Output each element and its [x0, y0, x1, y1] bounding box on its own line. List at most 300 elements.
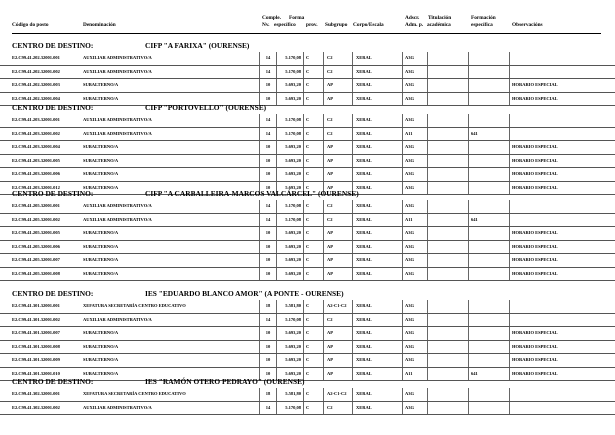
cell-border: [402, 402, 403, 415]
cell-border: [468, 268, 469, 281]
cell-border: [303, 314, 304, 327]
position-code: E2.C99.41.205.32001.008: [12, 270, 60, 276]
header-denominacion: Denominación: [83, 22, 116, 28]
position-observations: HORARIO ESPECIAL: [512, 330, 558, 335]
cell-border: [323, 79, 324, 92]
position-qualification: [430, 79, 466, 92]
table-row: [0, 354, 615, 368]
cell-border: [402, 114, 403, 127]
cell-border: [276, 327, 277, 340]
position-observations: HORARIO ESPECIAL: [512, 243, 558, 249]
cell-border: [323, 388, 324, 401]
cell-border: [323, 354, 324, 367]
cell-border: [352, 388, 353, 401]
position-assignment: A3G: [405, 171, 414, 176]
position-complement: 5.693,20: [285, 257, 301, 262]
cell-border: [276, 79, 277, 92]
cell-border: [468, 214, 469, 227]
position-training: [471, 66, 505, 79]
cell-border: [427, 79, 428, 92]
position-level: 10: [265, 230, 271, 235]
table-row: [0, 214, 615, 228]
position-level: 14: [265, 117, 271, 122]
position-corps: XERAL: [356, 144, 372, 149]
section-centre-name: IES "EDUARDO BLANCO AMOR" (A PONTE - OURENSE): [145, 289, 344, 298]
position-level: 10: [265, 95, 271, 101]
position-corps: XERAL: [356, 343, 372, 349]
position-denomination: SUBALTERNO/A: [83, 370, 119, 376]
cell-border: [427, 241, 428, 254]
cell-border: [402, 227, 403, 240]
cell-border: [427, 327, 428, 340]
position-complement: 5.693,20: [285, 230, 301, 235]
position-training: [471, 227, 505, 240]
position-subgroup: C2: [327, 203, 333, 208]
cell-border: [402, 300, 403, 313]
position-subgroup: C2: [327, 55, 333, 60]
cell-border: [352, 402, 353, 415]
position-denomination: XEFATURA SECRETARÍA CENTRO EDUCATIVO: [83, 391, 186, 396]
position-complement: 5.170,08: [285, 117, 301, 122]
position-code: E2.C99.41.202.32001.001: [12, 55, 60, 60]
position-complement: 5.693,20: [285, 370, 301, 376]
position-denomination: SUBALTERNO/A: [83, 184, 119, 190]
position-corps: XERAL: [356, 68, 372, 74]
position-training: [471, 52, 505, 65]
cell-border: [303, 254, 304, 267]
position-training: [471, 341, 505, 354]
position-qualification: [430, 327, 466, 340]
section-label: CENTRO DE DESTINO:: [12, 41, 94, 50]
position-subgroup: AP: [327, 171, 333, 176]
position-training: [471, 300, 505, 313]
cell-border: [402, 79, 403, 92]
table-row: [0, 128, 615, 142]
header-titulacion-top: Titulación: [428, 15, 452, 21]
cell-border: [352, 354, 353, 367]
cell-border: [323, 168, 324, 181]
cell-border: [303, 402, 304, 415]
cell-border: [323, 214, 324, 227]
section-rows: [0, 388, 615, 415]
cell-border: [509, 254, 510, 267]
position-subgroup: AP: [327, 82, 333, 87]
cell-border: [303, 141, 304, 154]
position-code: E2.C99.41.301.32001.002: [12, 316, 60, 322]
position-corps: XERAL: [356, 130, 372, 136]
cell-border: [352, 114, 353, 127]
position-level: 18: [265, 303, 271, 308]
position-corps: XERAL: [356, 370, 372, 376]
position-assignment: A3G: [405, 357, 414, 362]
cell-border: [402, 214, 403, 227]
section-centre-name: IES "RAMÓN OTERO PEDRAYO" (OURENSE): [145, 377, 305, 386]
position-qualification: [430, 52, 466, 65]
table-row: [0, 79, 615, 93]
table-row: [0, 402, 615, 416]
position-denomination: SUBALTERNO/A: [83, 257, 119, 262]
position-assignment: A3G: [405, 68, 414, 74]
cell-border: [402, 254, 403, 267]
header-formacion-top: Formación: [471, 15, 496, 21]
table-row: [0, 141, 615, 155]
position-level: 10: [265, 370, 271, 376]
section-label: CENTRO DE DESTINO:: [12, 377, 94, 386]
cell-border: [303, 66, 304, 79]
position-complement: 5.693,20: [285, 171, 301, 176]
position-complement: 5.581,80: [285, 391, 301, 396]
cell-border: [276, 314, 277, 327]
position-subgroup: C2: [327, 404, 333, 410]
cell-border: [427, 300, 428, 313]
cell-border: [468, 168, 469, 181]
section-centre-name: CIFP "PORTOVELLO" (OURENSE): [145, 103, 267, 112]
position-observations: [512, 128, 602, 141]
position-denomination: AUXILIAR ADMINISTRATIVO/A: [83, 216, 152, 222]
position-level: 10: [265, 157, 271, 163]
position-qualification: [430, 388, 466, 401]
position-level: 14: [265, 68, 271, 74]
section-label: CENTRO DE DESTINO:: [12, 289, 94, 298]
cell-border: [427, 254, 428, 267]
cell-border: [323, 241, 324, 254]
cell-border: [276, 66, 277, 79]
position-provision: C: [306, 316, 310, 322]
position-provision: C: [306, 157, 310, 163]
cell-border: [323, 341, 324, 354]
cell-border: [402, 327, 403, 340]
cell-border: [468, 79, 469, 92]
cell-border: [259, 200, 260, 213]
position-denomination: SUBALTERNO/A: [83, 357, 119, 362]
section-title: [0, 41, 615, 51]
position-complement: 5.693,20: [285, 157, 301, 163]
cell-border: [303, 300, 304, 313]
position-assignment: A3G: [405, 316, 414, 322]
position-code: E2.C99.41.301.32001.009: [12, 357, 60, 362]
position-complement: 5.170,08: [285, 68, 301, 74]
position-qualification: [430, 114, 466, 127]
header-formacion-bottom: específica: [471, 22, 493, 28]
cell-border: [402, 200, 403, 213]
position-level: 14: [265, 130, 271, 136]
section-centre-name: CIFP "A CARBALLEIRA-MARCOS VALCÁRCEL" (OURENSE): [145, 189, 359, 198]
section-title: [0, 189, 615, 199]
cell-border: [259, 241, 260, 254]
position-assignment: A3G: [405, 117, 414, 122]
position-corps: XERAL: [356, 95, 372, 101]
cell-border: [468, 314, 469, 327]
header-subgrupo: Subgrupo: [325, 22, 348, 28]
position-denomination: AUXILIAR ADMINISTRATIVO/A: [83, 55, 152, 60]
position-qualification: [430, 268, 466, 281]
position-training: 641: [471, 130, 478, 136]
position-level: 14: [265, 216, 271, 222]
position-assignment: A11: [405, 216, 413, 222]
cell-border: [509, 388, 510, 401]
position-corps: XERAL: [356, 330, 372, 335]
cell-border: [303, 341, 304, 354]
position-assignment: A3G: [405, 95, 414, 101]
cell-border: [509, 241, 510, 254]
header-adscricion-bottom: Adm. p.: [405, 22, 424, 28]
cell-border: [427, 66, 428, 79]
position-assignment: A3G: [405, 243, 414, 249]
position-level: 14: [265, 55, 271, 60]
position-denomination: SUBALTERNO/A: [83, 270, 119, 276]
position-observations: HORARIO ESPECIAL: [512, 370, 558, 376]
position-provision: C: [306, 357, 310, 362]
cell-border: [276, 155, 277, 168]
position-denomination: SUBALTERNO/A: [83, 144, 119, 149]
header-complemento-bottom: específico: [274, 22, 296, 28]
table-row: [0, 227, 615, 241]
cell-border: [468, 341, 469, 354]
position-denomination: SUBALTERNO/A: [83, 95, 119, 101]
position-level: 10: [265, 257, 271, 262]
header-observacions: Observacións: [512, 22, 543, 28]
table-row: [0, 114, 615, 128]
cell-border: [427, 52, 428, 65]
position-subgroup: A2-C1-C2: [327, 303, 347, 308]
cell-border: [323, 128, 324, 141]
position-provision: C: [306, 270, 310, 276]
cell-border: [352, 155, 353, 168]
position-denomination: AUXILIAR ADMINISTRATIVO/A: [83, 316, 152, 322]
cell-border: [303, 168, 304, 181]
position-code: E2.C99.41.202.32001.004: [12, 95, 60, 101]
position-code: E2.C99.41.301.32001.007: [12, 330, 60, 335]
cell-border: [352, 214, 353, 227]
cell-border: [468, 254, 469, 267]
cell-border: [427, 341, 428, 354]
position-complement: 5.693,20: [285, 243, 301, 249]
position-subgroup: AP: [327, 270, 333, 276]
cell-border: [352, 79, 353, 92]
position-code: E2.C99.41.301.32001.010: [12, 370, 60, 376]
cell-border: [509, 268, 510, 281]
cell-border: [323, 254, 324, 267]
cell-border: [509, 155, 510, 168]
cell-border: [352, 66, 353, 79]
cell-border: [276, 52, 277, 65]
section-centre-name: CIFP "A FARIXA" (OURENSE): [145, 41, 250, 50]
position-level: 10: [265, 330, 271, 335]
cell-border: [259, 402, 260, 415]
position-level: 10: [265, 82, 271, 87]
position-assignment: A3G: [405, 404, 414, 410]
position-assignment: A3G: [405, 157, 414, 163]
position-corps: XERAL: [356, 404, 372, 410]
cell-border: [259, 66, 260, 79]
position-corps: XERAL: [356, 203, 372, 208]
position-subgroup: AP: [327, 357, 333, 362]
cell-border: [427, 168, 428, 181]
position-denomination: AUXILIAR ADMINISTRATIVO/A: [83, 130, 152, 136]
cell-border: [427, 227, 428, 240]
position-observations: HORARIO ESPECIAL: [512, 343, 558, 349]
position-code: E2.C99.41.203.32001.002: [12, 130, 60, 136]
position-qualification: [430, 227, 466, 240]
position-complement: 5.170,08: [285, 404, 301, 410]
position-training: [471, 155, 505, 168]
cell-border: [259, 79, 260, 92]
cell-border: [259, 300, 260, 313]
table-row: [0, 168, 615, 182]
cell-border: [259, 128, 260, 141]
cell-border: [323, 402, 324, 415]
cell-border: [259, 214, 260, 227]
cell-border: [259, 388, 260, 401]
position-level: 10: [265, 171, 271, 176]
cell-border: [303, 327, 304, 340]
position-observations: [512, 66, 602, 79]
table-row: [0, 341, 615, 355]
position-provision: C: [306, 243, 310, 249]
table-row: [0, 155, 615, 169]
cell-border: [259, 168, 260, 181]
cell-border: [427, 314, 428, 327]
position-code: E2.C99.41.203.32001.005: [12, 157, 60, 163]
cell-border: [259, 114, 260, 127]
cell-border: [427, 354, 428, 367]
cell-border: [323, 200, 324, 213]
position-denomination: SUBALTERNO/A: [83, 82, 119, 87]
position-code: E2.C99.41.301.32001.008: [12, 343, 60, 349]
position-provision: C: [306, 330, 310, 335]
cell-border: [303, 214, 304, 227]
position-corps: XERAL: [356, 243, 372, 249]
cell-border: [303, 155, 304, 168]
position-assignment: A11: [405, 370, 413, 376]
cell-border: [509, 200, 510, 213]
cell-border: [427, 114, 428, 127]
cell-border: [259, 354, 260, 367]
cell-border: [509, 214, 510, 227]
table-row: [0, 254, 615, 268]
cell-border: [402, 141, 403, 154]
cell-border: [352, 227, 353, 240]
position-provision: C: [306, 117, 310, 122]
position-code: E2.C99.41.203.32001.004: [12, 144, 60, 149]
cell-border: [259, 314, 260, 327]
position-assignment: A3G: [405, 82, 414, 87]
position-assignment: A3G: [405, 303, 414, 308]
position-provision: C: [306, 184, 310, 190]
position-observations: HORARIO ESPECIAL: [512, 230, 558, 235]
position-provision: C: [306, 144, 310, 149]
cell-border: [303, 52, 304, 65]
position-corps: XERAL: [356, 391, 372, 396]
position-qualification: [430, 241, 466, 254]
position-subgroup: C2: [327, 216, 333, 222]
position-training: [471, 254, 505, 267]
cell-border: [402, 341, 403, 354]
cell-border: [468, 227, 469, 240]
cell-border: [509, 128, 510, 141]
position-code: E2.C99.41.205.32001.001: [12, 203, 60, 208]
table-row: [0, 327, 615, 341]
cell-border: [323, 268, 324, 281]
position-code: E2.C99.41.205.32001.002: [12, 216, 60, 222]
position-subgroup: AP: [327, 184, 333, 190]
cell-border: [509, 52, 510, 65]
position-provision: C: [306, 203, 310, 208]
position-complement: 5.170,08: [285, 216, 301, 222]
position-assignment: A3G: [405, 55, 414, 60]
header-divider: [12, 33, 601, 34]
position-subgroup: C2: [327, 68, 333, 74]
section-label: CENTRO DE DESTINO:: [12, 103, 94, 112]
cell-border: [303, 128, 304, 141]
cell-border: [303, 241, 304, 254]
cell-border: [509, 66, 510, 79]
position-observations: [512, 52, 602, 65]
position-subgroup: C2: [327, 117, 333, 122]
cell-border: [402, 155, 403, 168]
position-assignment: A3G: [405, 144, 414, 149]
position-code: E2.C99.41.202.32001.002: [12, 68, 60, 74]
cell-border: [468, 402, 469, 415]
position-observations: [512, 314, 602, 327]
table-row: [0, 388, 615, 402]
cell-border: [259, 254, 260, 267]
section-rows: [0, 114, 615, 195]
position-qualification: [430, 66, 466, 79]
cell-border: [259, 327, 260, 340]
position-corps: XERAL: [356, 55, 372, 60]
position-observations: [512, 388, 602, 401]
cell-border: [402, 52, 403, 65]
position-complement: 5.170,08: [285, 55, 301, 60]
cell-border: [276, 254, 277, 267]
cell-border: [276, 214, 277, 227]
position-observations: [512, 200, 602, 213]
cell-border: [323, 66, 324, 79]
position-observations: HORARIO ESPECIAL: [512, 270, 558, 276]
position-assignment: A3G: [405, 391, 414, 396]
position-training: [471, 402, 505, 415]
position-subgroup: C2: [327, 130, 333, 136]
position-provision: C: [306, 95, 310, 101]
cell-border: [303, 79, 304, 92]
cell-border: [352, 300, 353, 313]
header-titulacion-bottom: académica: [427, 22, 451, 28]
cell-border: [276, 200, 277, 213]
cell-border: [352, 141, 353, 154]
cell-border: [509, 327, 510, 340]
position-level: 10: [265, 243, 271, 249]
position-qualification: [430, 314, 466, 327]
cell-border: [509, 341, 510, 354]
cell-border: [276, 241, 277, 254]
cell-border: [468, 354, 469, 367]
cell-border: [276, 168, 277, 181]
position-assignment: A3G: [405, 203, 414, 208]
section-rows: [0, 200, 615, 281]
cell-border: [276, 341, 277, 354]
position-complement: 5.581,80: [285, 303, 301, 308]
section-title: [0, 377, 615, 387]
section-rows: [0, 52, 615, 106]
cell-border: [303, 388, 304, 401]
cell-border: [468, 155, 469, 168]
position-corps: XERAL: [356, 270, 372, 276]
cell-border: [402, 354, 403, 367]
cell-border: [427, 268, 428, 281]
cell-border: [509, 402, 510, 415]
cell-border: [402, 128, 403, 141]
